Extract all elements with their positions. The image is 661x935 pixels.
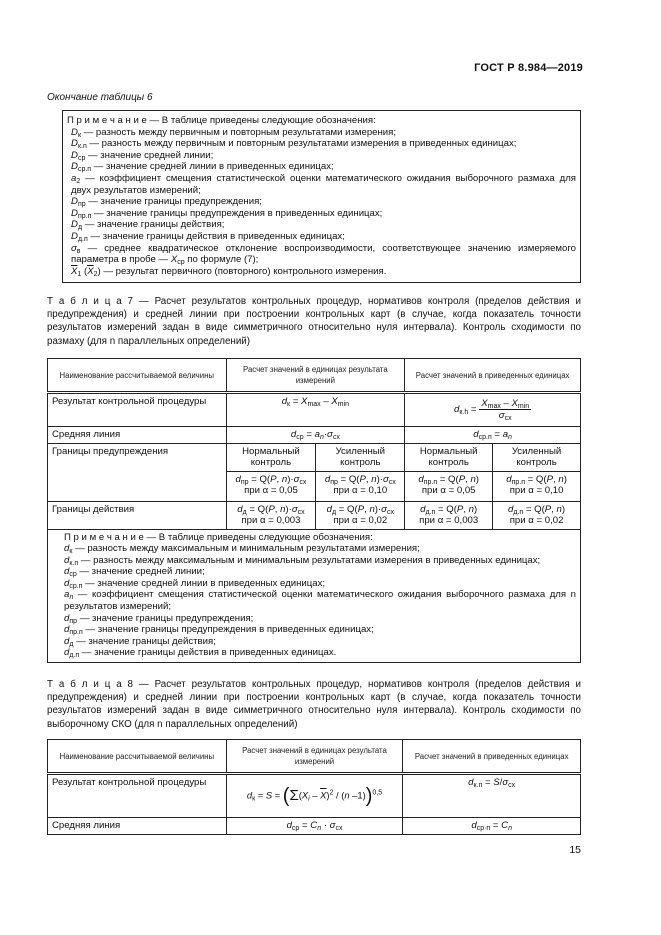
formula-dcp: $d_{ср} = a_n\cdot\sigma_{сх}$ (226, 427, 405, 444)
table7-caption: Т а б л и ц а 7 — Расчет результатов контрольных процедур, нормативов контроля (пределов действия и предупреждения) и средней линии при построении контрольных карт (в случае, когда показатель точности результатов измерений задан в виде симметричного относительно нуля интервала). Контроль сходимости по размаху (для n параллельных определений) (47, 296, 581, 347)
table7-row-result: Результат контрольной процедуры (48, 393, 227, 427)
table8-row-middle: Средняя линия (48, 818, 227, 835)
page-number: 15 (569, 844, 581, 856)
table7: Наименование рассчитываемой величины Расчет значений в единицах результата измерений Расчет значений в приведенных единицах Результат контрольной процедуры $d_к = X_{max} - X_{min}$ $d_{к.h}$ = $\frac{X_{max} - X_{min}}{\sigma_{сх}}$ Средняя линия $d_{ср} = a_n\cdot\sigma_{сх}$ $d_{ср.п} = a_n$ Границы предупреждения Нормальный контроль Усиленный контроль Нормальный контроль Усиленный контроль $d_{пр} = Q(P$, $n)\cdot\sigma_{сх}$ при α = 0,05 $d_{пр} = Q(P$, $n)\cdot\sigma_{сх}$ при α = 0,10 $d_{пр.п} = Q(P$, n) при α = 0,05 $d_{пр.п} = Q(P$, n) при α = 0,10 Границы действия $d_д = Q(P$, $n)\cdot\sigma_{сх}$ при α = 0,003 $d_д = Q(P$, $n)\cdot\sigma_{сх}$ при α = 0,02 $d_{д.п} = Q(P$, n) при α = 0,003 $d_{д.п} = Q(P$, n) при α = 0,02 П р и м е ч а н и е — В таблице приведены следующие обозначения: $d_к$ — разность между максимальным и минимальным результатами измерения; $d_{к.п}$ — разность между максимальным и минимальным результатами измерения в приведенных единицах; $d_{ср}$ — значение средней линии; $d_{ср.п}$ — значение средней линии в приведенных единицах; $a_n$ — коэффициент смещения статистической оценки математического ожидания выборочного размаха для n результатов измерений; $d_{пр}$ — значение границы предупреждения; $d_{пр.п}$ — значение границы предупреждения в приведенных единицах; $d_д$ — значение границы действия; $d_{д.п}$ — значение границы действия в приведенных единицах. (47, 358, 581, 663)
action-strong: $d_д = Q(P$, $n)\cdot\sigma_{сх}$ при α = 0,02 (316, 501, 405, 529)
table7-header-units: Расчет значений в единицах результата измерений (226, 359, 405, 393)
table8-header-quantity: Наименование рассчитываемой величины (48, 740, 227, 774)
table8-row-result: Результат контрольной процедуры (48, 774, 227, 818)
warning-normal-reduced: $d_{пр.п} = Q(P$, n) при α = 0,05 (405, 471, 493, 501)
table6-note: П р и м е ч а н и е — В таблице приведены следующие обозначения: $D_к$ — разность между первичным и повторным результатами измерения; $D_{к.п}$ — разность между первичным и повторным результатами измерения в приведенных единицах; $D_{ср}$ — значение средней линии; $D_{ср.п}$ — значение средней линии в приведенных единицах; $a_2$ — коэффициент смещения статистической оценки математического ожидания выборочного размаха для двух результатов измерений; $D_{пр}$ — значение границы предупреждения; $D_{пр.п}$ — значение границы предупреждения в приведенных единицах; $D_д$ — значение границы действия; $D_{д.п}$ — значение границы действия в приведенных единицах; $\sigma_в$ — среднее квадратическое отклонение воспроизводимости, соответствующее значению измеряемого параметра в пробе — $X_{ср}$ по формуле (7); $\overline{X}_1$ $(\overline{X}_2)$ — результат первичного (повторного) контрольного измерения. (62, 110, 581, 283)
warning-normal: $d_{пр} = Q(P$, $n)\cdot\sigma_{сх}$ при α = 0,05 (226, 471, 316, 501)
table7-header-reduced: Расчет значений в приведенных единицах (405, 359, 581, 393)
formula-dk: $d_к = X_{max} - X_{min}$ (226, 393, 405, 427)
action-normal: $d_д = Q(P$, $n)\cdot\sigma_{сх}$ при α = 0,003 (226, 501, 316, 529)
action-normal-reduced: $d_{д.п} = Q(P$, n) при α = 0,003 (405, 501, 493, 529)
table7-row-action: Границы действия (48, 501, 227, 529)
formula-dcpn: $d_{ср.п} = a_n$ (405, 427, 581, 444)
table7-row-warning: Границы предупреждения (48, 443, 227, 501)
formula-dkn: $d_{к.h}$ = $\frac{X_{max} - X_{min}}{\sigma_{сх}}$ (405, 393, 581, 427)
table8-header-units: Расчет значений в единицах результата измерений (226, 740, 403, 774)
warning-strong-reduced: $d_{пр.п} = Q(P$, n) при α = 0,10 (493, 471, 581, 501)
warning-strong: $d_{пр} = Q(P$, $n)\cdot\sigma_{сх}$ при α = 0,10 (316, 471, 405, 501)
table8-caption: Т а б л и ц а 8 — Расчет результатов контрольных процедур, нормативов контроля (пределов действия и предупреждения) и средней линии при построении контрольных карт (в случае, когда показатель точности результатов измерений задан в виде симметричного относительно нуля интервала). Контроль сходимости по выборочному СКО (для n параллельных определений) (47, 679, 581, 730)
formula-dkn-sko: $d_{к.п} = S/\sigma_{сх}$ (403, 774, 581, 818)
document-header: ГОСТ Р 8.984—2019 (474, 62, 583, 74)
table-continuation-label: Окончание таблицы 6 (47, 92, 153, 103)
note-prefix: П р и м е ч а н и е (67, 115, 147, 126)
table8-header-reduced: Расчет значений в приведенных единицах (403, 740, 581, 774)
formula-dk-sko: $d_к = S = (\Sigma(X_i - \overline{X})^2 / (n$ –1))$^{0,5}$ (226, 774, 403, 818)
formula-dcpn-sko: $d_{ср\cdot п} = C_n$ (403, 818, 581, 835)
action-strong-reduced: $d_{д.п} = Q(P$, n) при α = 0,02 (493, 501, 581, 529)
table8 (47, 739, 581, 835)
table7-header-quantity: Наименование рассчитываемой величины (48, 359, 227, 393)
table7-row-middle: Средняя линия (48, 427, 227, 444)
formula-dcp-sko: $d_{ср} = C_n \cdot \sigma_{сх}$ (226, 818, 403, 835)
table7-note: П р и м е ч а н и е — В таблице приведены следующие обозначения: $d_к$ — разность между максимальным и минимальным результатами измерения; $d_{к.п}$ — разность между максимальным и минимальным результатами измерения в приведенных единицах; $d_{ср}$ — значение средней линии; $d_{ср.п}$ — значение средней линии в приведенных единицах; $a_n$ — коэффициент смещения статистической оценки математического ожидания выборочного размаха для n результатов измерений; $d_{пр}$ — значение границы предупреждения; $d_{пр.п}$ — значение границы предупреждения в приведенных единицах; $d_д$ — значение границы действия; $d_{д.п}$ — значение границы действия в приведенных единицах. (48, 529, 581, 663)
